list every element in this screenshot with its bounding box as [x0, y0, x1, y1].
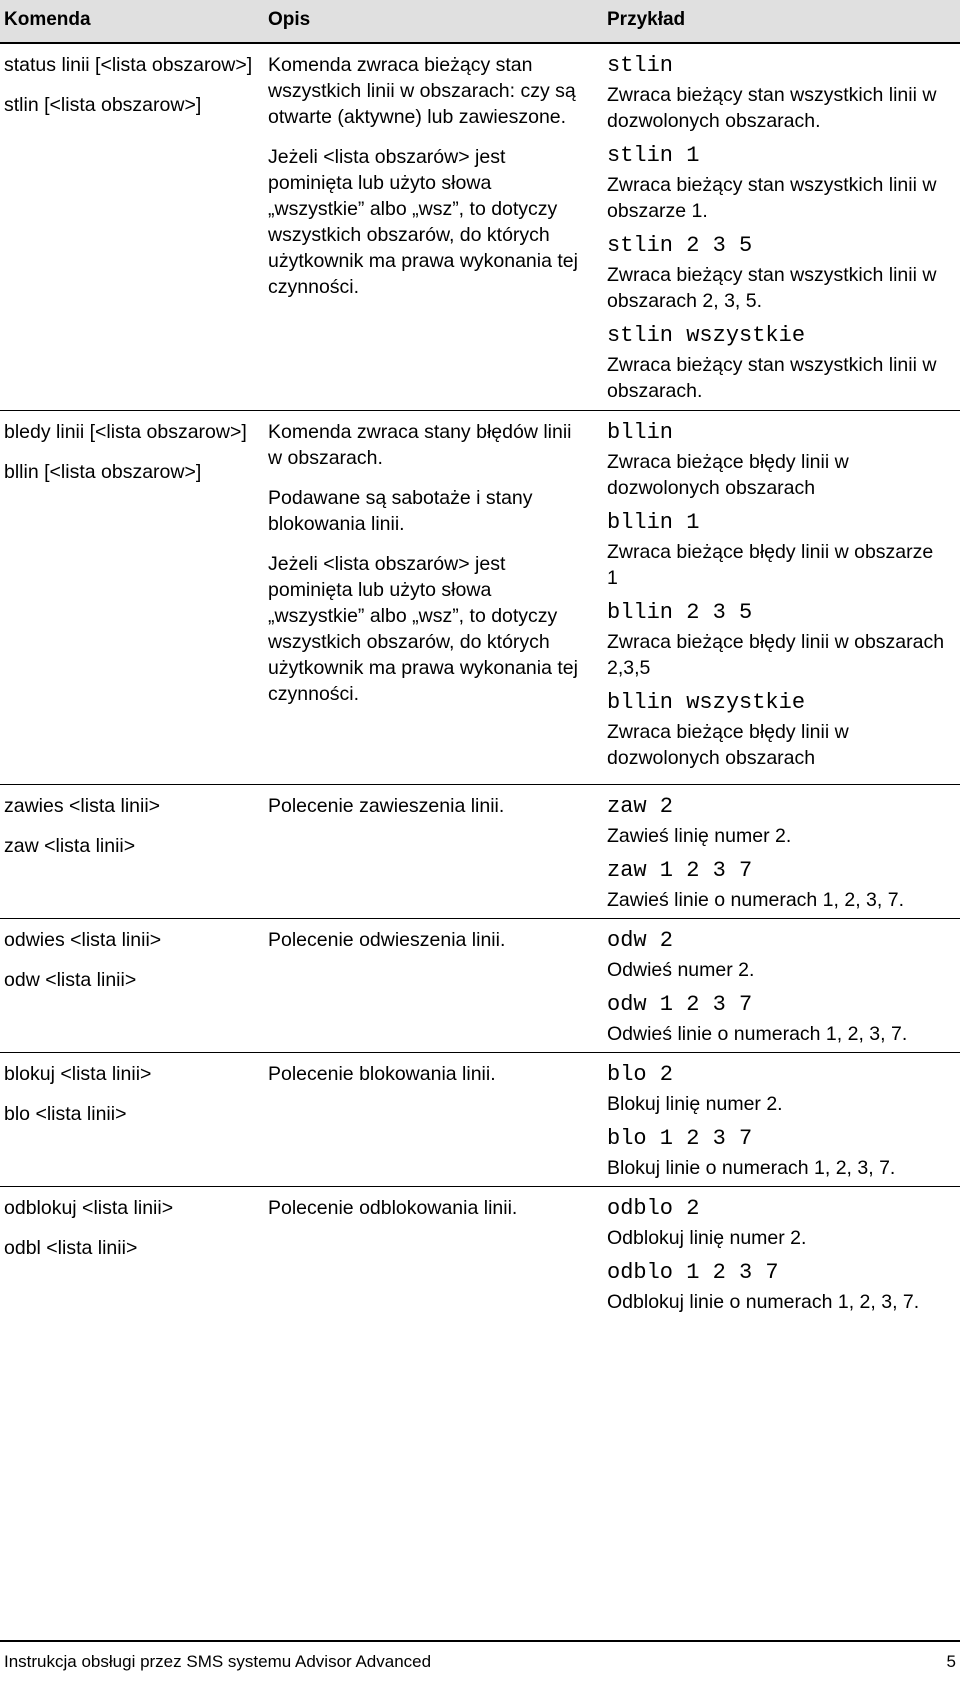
example-command: stlin wszystkie	[607, 323, 806, 348]
description-paragraph: Polecenie blokowania linii.	[268, 1063, 496, 1085]
example-description: Zwraca bieżące błędy linii w obszarze 1	[607, 541, 934, 589]
example-description: Zwraca bieżący stan wszystkich linii w obszarach 2, 3, 5.	[607, 264, 937, 312]
example-description: Zwraca bieżące błędy linii w obszarach 2,3,5	[607, 631, 945, 679]
przyklad-cell	[607, 793, 947, 921]
example-description: Zwraca bieżący stan wszystkich linii w dozwolonych obszarach.	[607, 84, 937, 132]
example-command: odw 1 2 3 7	[607, 992, 753, 1017]
command-syntax: bllin [<lista obszarow>]	[4, 461, 202, 483]
table-row	[0, 918, 960, 1053]
example-description: Blokuj linie o numerach 1, 2, 3, 7.	[607, 1157, 896, 1179]
komenda-cell	[4, 419, 262, 499]
example-description: Zawieś linie o numerach 1, 2, 3, 7.	[607, 889, 904, 911]
description-paragraph: Jeżeli <lista obszarów> jest pominięta lub użyto słowa „wszystkie” albo „wsz”, to dotyczy wszystkich obszarów, do których użytkownik ma prawa wykonania tej czynności.	[268, 146, 578, 298]
example-command: blo 2	[607, 1062, 674, 1087]
przyklad-cell	[607, 419, 947, 779]
header-przyklad: Przykład	[607, 9, 686, 30]
przyklad-cell	[607, 1061, 947, 1189]
komenda-cell	[4, 52, 262, 132]
example-command: bllin 1	[607, 510, 700, 535]
table-header	[0, 0, 960, 44]
command-syntax: zaw <lista linii>	[4, 835, 136, 857]
table-row	[0, 1186, 960, 1357]
description-paragraph: Podawane są sabotaże i stany blokowania linii.	[268, 487, 533, 535]
command-syntax: status linii [<lista obszarow>]	[4, 54, 253, 76]
example-description: Zwraca bieżące błędy linii w dozwolonych obszarach	[607, 721, 849, 769]
komenda-cell	[4, 793, 262, 873]
description-paragraph: Komenda zwraca bieżący stan wszystkich linii w obszarach: czy są otwarte (aktywne) lub zawieszone.	[268, 54, 576, 128]
command-syntax: odw <lista linii>	[4, 969, 137, 991]
example-description: Blokuj linię numer 2.	[607, 1093, 783, 1115]
example-command: stlin 1	[607, 143, 700, 168]
example-command: blo 1 2 3 7	[607, 1126, 753, 1151]
description-paragraph: Jeżeli <lista obszarów> jest pominięta lub użyto słowa „wszystkie” albo „wsz”, to dotyczy wszystkich obszarów, do których użytkownik ma prawa wykonania tej czynności.	[268, 553, 578, 705]
command-syntax: odwies <lista linii>	[4, 929, 162, 951]
example-command: zaw 1 2 3 7	[607, 858, 753, 883]
command-syntax: zawies <lista linii>	[4, 795, 161, 817]
example-command: odblo 1 2 3 7	[607, 1260, 779, 1285]
opis-cell	[268, 793, 588, 833]
komenda-cell	[4, 1061, 262, 1141]
command-syntax: odblokuj <lista linii>	[4, 1197, 174, 1219]
opis-cell	[268, 419, 588, 721]
example-description: Odwieś numer 2.	[607, 959, 755, 981]
description-paragraph: Polecenie odwieszenia linii.	[268, 929, 506, 951]
przyklad-cell	[607, 1195, 947, 1323]
command-syntax: stlin [<lista obszarow>]	[4, 94, 202, 116]
example-command: bllin 2 3 5	[607, 600, 753, 625]
example-command: bllin	[607, 420, 674, 445]
example-command: odblo 2	[607, 1196, 700, 1221]
table-row	[0, 410, 960, 785]
example-command: stlin	[607, 53, 674, 78]
table-row	[0, 784, 960, 919]
example-description: Odwieś linie o numerach 1, 2, 3, 7.	[607, 1023, 908, 1045]
command-syntax: odbl <lista linii>	[4, 1237, 138, 1259]
command-syntax: blokuj <lista linii>	[4, 1063, 152, 1085]
header-komenda: Komenda	[4, 9, 91, 30]
description-paragraph: Komenda zwraca stany błędów linii w obszarach.	[268, 421, 572, 469]
przyklad-cell	[607, 927, 947, 1055]
example-description: Odblokuj linię numer 2.	[607, 1227, 807, 1249]
command-syntax: bledy linii [<lista obszarow>]	[4, 421, 247, 443]
table-row	[0, 44, 960, 410]
example-command: odw 2	[607, 928, 674, 953]
opis-cell	[268, 52, 588, 314]
footer-title: Instrukcja obsługi przez SMS systemu Advisor Advanced	[4, 1652, 432, 1671]
komenda-cell	[4, 927, 262, 1007]
komenda-cell	[4, 1195, 262, 1275]
example-description: Zwraca bieżący stan wszystkich linii w obszarach.	[607, 354, 937, 402]
example-command: stlin 2 3 5	[607, 233, 753, 258]
opis-cell	[268, 1195, 588, 1235]
example-command: zaw 2	[607, 794, 674, 819]
example-description: Zwraca bieżący stan wszystkich linii w obszarze 1.	[607, 174, 937, 222]
command-syntax: blo <lista linii>	[4, 1103, 127, 1125]
example-command: bllin wszystkie	[607, 690, 806, 715]
table-row	[0, 1052, 960, 1187]
przyklad-cell	[607, 52, 947, 412]
example-description: Odblokuj linie o numerach 1, 2, 3, 7.	[607, 1291, 920, 1313]
opis-cell	[268, 927, 588, 967]
example-description: Zwraca bieżące błędy linii w dozwolonych obszarach	[607, 451, 849, 499]
opis-cell	[268, 1061, 588, 1101]
header-opis: Opis	[268, 9, 311, 30]
page-footer	[0, 1640, 960, 1671]
description-paragraph: Polecenie zawieszenia linii.	[268, 795, 505, 817]
example-description: Zawieś linię numer 2.	[607, 825, 792, 847]
page-number: 5	[946, 1652, 956, 1671]
description-paragraph: Polecenie odblokowania linii.	[268, 1197, 518, 1219]
